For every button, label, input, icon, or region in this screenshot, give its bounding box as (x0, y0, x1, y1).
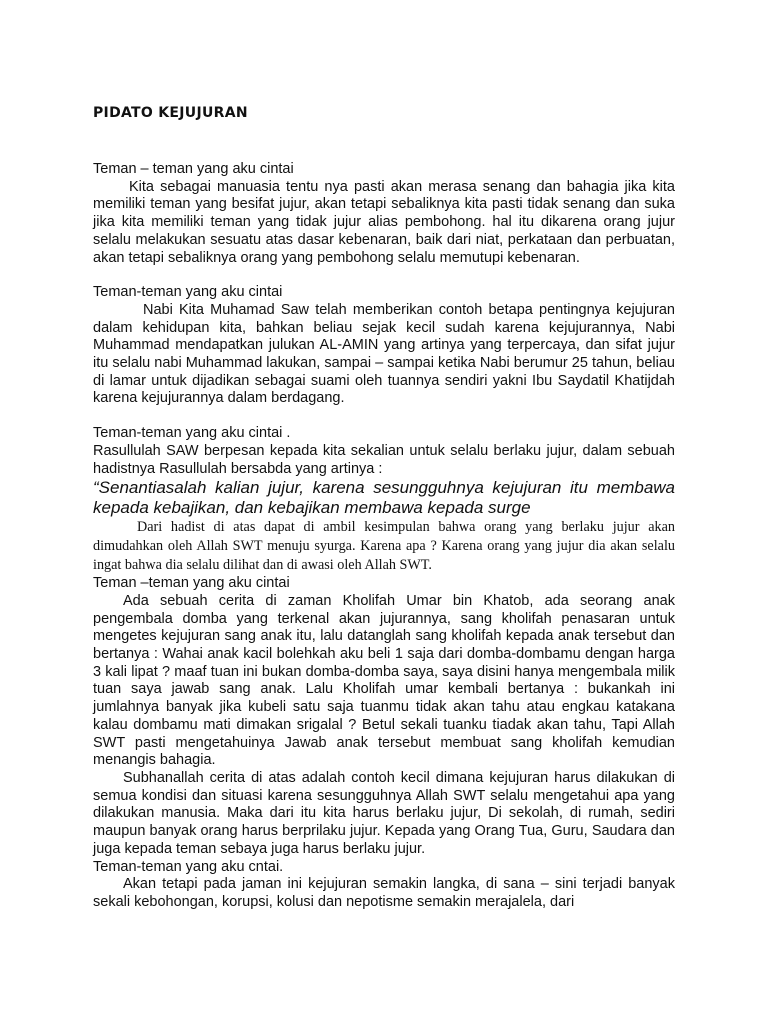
paragraph-nabi: Nabi Kita Muhamad Saw telah memberikan contoh betapa pentingnya kejujuran dalam kehidupan kita, bahkan beliau sejak kecil sudah karena kejujurannya, Nabi Muhammad mendapatkan julukan AL-AMIN yang artinya yang terpercaya, dan sifat jujur itu selalu nabi Muhammad lakukan, sampai – sampai ketika Nabi berumur 25 tahun, beliau di lamar untuk dijadikan sebagai suami oleh tuannya sendiri yakni Ibu Saydatil Khatijdah karena kejujurannya dalam berdagang. (93, 301, 675, 407)
greeting-3: Teman-teman yang aku cintai . (93, 425, 291, 442)
greeting-2: Teman-teman yang aku cintai (93, 284, 283, 301)
paragraph-story: Ada sebuah cerita di zaman Kholifah Umar bin Khatob, ada seorang anak pengembala domba yang terkenal akan jujurannya, sang kholifah penasaran untuk mengetes kejujuran sang anak itu, lalu datanglah sang kholifah kepada anak tersebut dan bertanya : Wahai anak kacil bolehkah aku beli 1 saja dari domba-dombamu dengan harga 3 kali lipat ? maaf tuan ini bukan domba-domba saya, saya disini hanya mengembala milik tuan saya jawab sang anak. Lalu Kholifah umar kembali bertanya : bukankah ini jumlahnya banyak jika kubeli satu saja tuanmu tidak akan tahu atau engkau katakana kalau dombamu mati dimakan srigalal ? Betul sekali tuanku tiadak akan tahu, Tapi Allah SWT pasti mengetahuinya Jawab anak tersebut membuat sang kholifah kemudian menangis bahagia. (93, 592, 675, 769)
paragraph-subhanallah: Subhanallah cerita di atas adalah contoh kecil dimana kejujuran harus dilakukan di semua kondisi dan situasi karena sesungguhnya Allah SWT selalu mengetahui apa yang dilakukan manusia. Maka dari itu kita harus berlaku jujur, Di sekolah, di rumah, sediri maupun banyak orang harus berprilaku jujur. Kepada yang Orang Tua, Guru, Saudara dan juga kepada teman sebaya juga harus berlaku jujur. (93, 769, 675, 857)
greeting-5: Teman-teman yang aku cntai. (93, 858, 284, 875)
paragraph-hadist-intro: Rasullulah SAW berpesan kepada kita sekalian untuk selalu berlaku jujur, dalam sebuah hadistnya Rasullulah bersabda yang artinya : (93, 442, 675, 477)
hadist-quote: “Senantiasalah kalian jujur, karena sesungguhnya kejujuran itu membawa kepada kebajikan, dan kebajikan membawa kepada surge (93, 478, 675, 518)
greeting-4: Teman –teman yang aku cintai (93, 575, 290, 592)
paragraph-intro: Kita sebagai manuasia tentu nya pasti akan merasa senang dan bahagia jika kita memiliki teman yang besifat jujur, akan tetapi sebaliknya kita pasti tidak senang dan suka jika kita memiliki teman yang tidak jujur alias pembohong. hal itu dikarena orang jujur selalu melakukan sesuatu atas dasar kebenaran, baik dari niat, perkataan dan perbuatan, akan tetapi sebaliknya orang yang pembohong selalu memutupi kebenaran. (93, 178, 675, 266)
document-body (93, 161, 675, 912)
paragraph-closing: Akan tetapi pada jaman ini kejujuran semakin langka, di sana – sini terjadi banyak sekali kebohongan, korupsi, kolusi dan nepotisme semakin merajalela, dari (93, 876, 675, 910)
paragraph-conclusion: Dari hadist di atas dapat di ambil kesimpulan bahwa orang yang berlaku jujur akan dimudahkan oleh Allah SWT menuju syurga. Karena apa ? Karena orang yang jujur dia akan selalu ingat bahwa dia selalu dilihat dan di awasi oleh Allah SWT. (93, 519, 675, 574)
document-title: PIDATO KEJUJURAN (93, 105, 248, 121)
greeting-1: Teman – teman yang aku cintai (93, 161, 294, 177)
